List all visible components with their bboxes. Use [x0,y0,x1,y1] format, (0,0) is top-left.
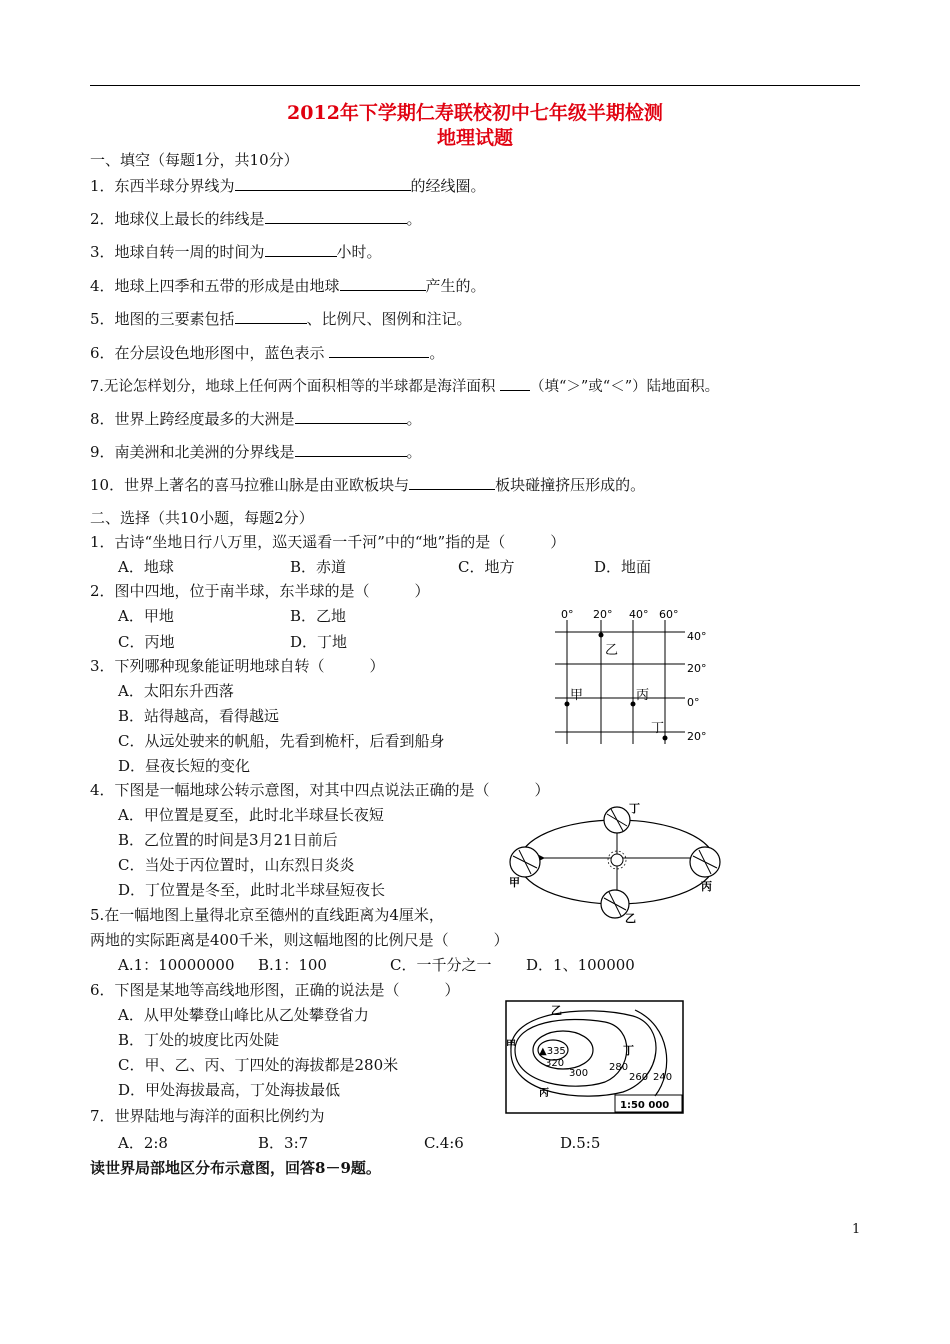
q3-option-a: A．太阳东升西落 [118,682,234,700]
fill-item-1: 1．东西半球分界线为 的经线圈。 [90,177,486,195]
q1-option-c: C．地方 [458,558,515,576]
point-yi-marker [599,633,604,638]
point-yi-label: 乙 [605,643,619,658]
contour-point-jia: 甲 [506,1040,516,1051]
point-ding-label: 丁 [651,721,665,736]
page-title: 2012年下学期仁寿联校初中七年级半期检测 [287,102,663,124]
q7-option-a: A．2:8 [118,1134,168,1152]
contour-point-bing: 丙 [539,1088,549,1099]
header-rule [90,85,860,86]
q6-option-a: A．从甲处攀登山峰比从乙处攀登省力 [118,1006,369,1024]
grid-lat-label: 40° [687,630,707,643]
point-jia-label: 甲 [570,688,584,703]
contour-label-240: 240 [653,1072,673,1083]
q5-stem-line2: 两地的实际距离是400千米，则这幅地图的比例尺是（ ） [90,931,509,949]
grid-lat-label: 0° [687,696,700,709]
grid-lon-label: 40° [629,608,649,621]
q5-option-d: D．1、100000 [526,956,635,974]
q3-option-d: D．昼夜长短的变化 [118,757,251,775]
point-bing-marker [631,702,636,707]
grid-lat-label: 20° [687,730,707,743]
section2-heading: 二、选择（共10小题，每题2分） [90,509,314,527]
q3-stem: 3．下列哪种现象能证明地球自转（ ） [90,657,385,675]
earth-jia-icon [510,847,540,877]
q7-stem: 7．世界陆地与海洋的面积比例约为 [90,1107,325,1125]
q1-option-a: A．地球 [118,558,174,576]
point-ding-marker [663,736,668,741]
q7-option-b: B．3:7 [258,1134,309,1152]
q4-option-a: A．甲位置是夏至，此时北半球昼长夜短 [118,806,384,824]
fill-item-5: 5．地图的三要素包括 、比例尺、图例和注记。 [90,310,472,328]
orbit-label-ding: 丁 [629,802,640,815]
contour-label-260: 260 [629,1072,649,1083]
page-number: 1 [852,1222,861,1237]
fill-item-9: 9．南美洲和北美洲的分界线是 。 [90,443,422,461]
q6-option-c: C．甲、乙、丙、丁四处的海拔都是280米 [118,1056,399,1074]
contour-label-300: 300 [569,1068,589,1079]
q4-stem: 4．下图是一幅地球公转示意图，对其中四点说法正确的是（ ） [90,781,550,799]
q2-option-d: D．丁地 [290,633,348,651]
q1-stem: 1．古诗“坐地日行八万里，巡天遥看一千河”中的“地”指的是（ ） [90,533,566,551]
grid-lat-label: 20° [687,662,707,675]
contour-point-yi: 乙 [551,1004,562,1017]
q5-option-a: A.1：10000000 [118,956,235,974]
point-bing-label: 丙 [636,688,650,703]
latlong-grid-figure [545,604,720,754]
fill-item-6: 6．在分层设色地形图中，蓝色表示 。 [90,344,445,362]
fill-item-7: 7.无论怎样划分，地球上任何两个面积相等的半球都是海洋面积 （填“＞”或“＜”）陆地面积。 [90,375,719,397]
contour-map-figure [505,1000,685,1115]
q6-option-d: D．甲处海拔最高，丁处海拔最低 [118,1081,341,1099]
q4-option-c: C．当处于丙位置时，山东烈日炎炎 [118,856,355,874]
fill-item-10: 10．世界上著名的喜马拉雅山脉是由亚欧板块与 板块碰撞挤压形成的。 [90,476,646,494]
q1-option-d: D．地面 [594,558,652,576]
q1-option-b: B．赤道 [290,558,347,576]
orbit-figure [505,800,740,925]
earth-ding-icon [604,807,630,833]
orbit-label-bing: 丙 [701,880,712,893]
q4-option-d: D．丁位置是冬至，此时北半球昼短夜长 [118,881,386,899]
q2-option-b: B．乙地 [290,607,347,625]
contour-label-320: 320 [545,1058,565,1069]
fill-item-4: 4．地球上四季和五带的形成是由地球 产生的。 [90,277,486,295]
contour-point-ding: 丁 [623,1044,634,1057]
fill-item-2: 2．地球仪上最长的纬线是 。 [90,210,422,228]
fill-item-8: 8．世界上跨经度最多的大洲是 。 [90,410,422,428]
q2-stem: 2．图中四地，位于南半球，东半球的是（ ） [90,582,430,600]
grid-lon-label: 20° [593,608,613,621]
grid-lon-label: 0° [561,608,574,621]
q4-option-b: B．乙位置的时间是3月21日前后 [118,831,338,849]
map-scale: 1:50 000 [620,1100,670,1111]
grid-lon-label: 60° [659,608,679,621]
q3-option-b: B．站得越高，看得越远 [118,707,280,725]
q5-stem-line1: 5.在一幅地图上量得北京至德州的直线距离为4厘米， [90,906,444,924]
q5-option-c: C．一千分之一 [390,956,492,974]
read-prompt: 读世界局部地区分布示意图，回答8－9题。 [90,1159,381,1177]
section1-heading: 一、填空（每题1分，共10分） [90,151,299,169]
q7-option-d: D.5:5 [560,1134,601,1152]
q6-option-b: B．丁处的坡度比丙处陡 [118,1031,280,1049]
q2-option-a: A．甲地 [118,607,174,625]
q6-stem: 6．下图是某地等高线地形图，正确的说法是（ ） [90,981,460,999]
point-jia-marker [565,702,570,707]
q3-option-c: C．从远处驶来的帆船，先看到桅杆，后看到船身 [118,732,445,750]
q7-option-c: C.4:6 [424,1134,464,1152]
q2-option-c: C．丙地 [118,633,175,651]
earth-bing-icon [690,847,720,877]
page-subtitle: 地理试题 [436,127,513,149]
sun-icon [608,851,626,869]
fill-item-3: 3．地球自转一周的时间为 小时。 [90,243,382,261]
contour-label-280: 280 [609,1062,629,1073]
orbit-label-yi: 乙 [625,912,636,925]
q5-option-b: B.1：100 [258,956,327,974]
peak-label: ▲335 [539,1046,566,1057]
orbit-label-jia: 甲 [509,876,520,889]
